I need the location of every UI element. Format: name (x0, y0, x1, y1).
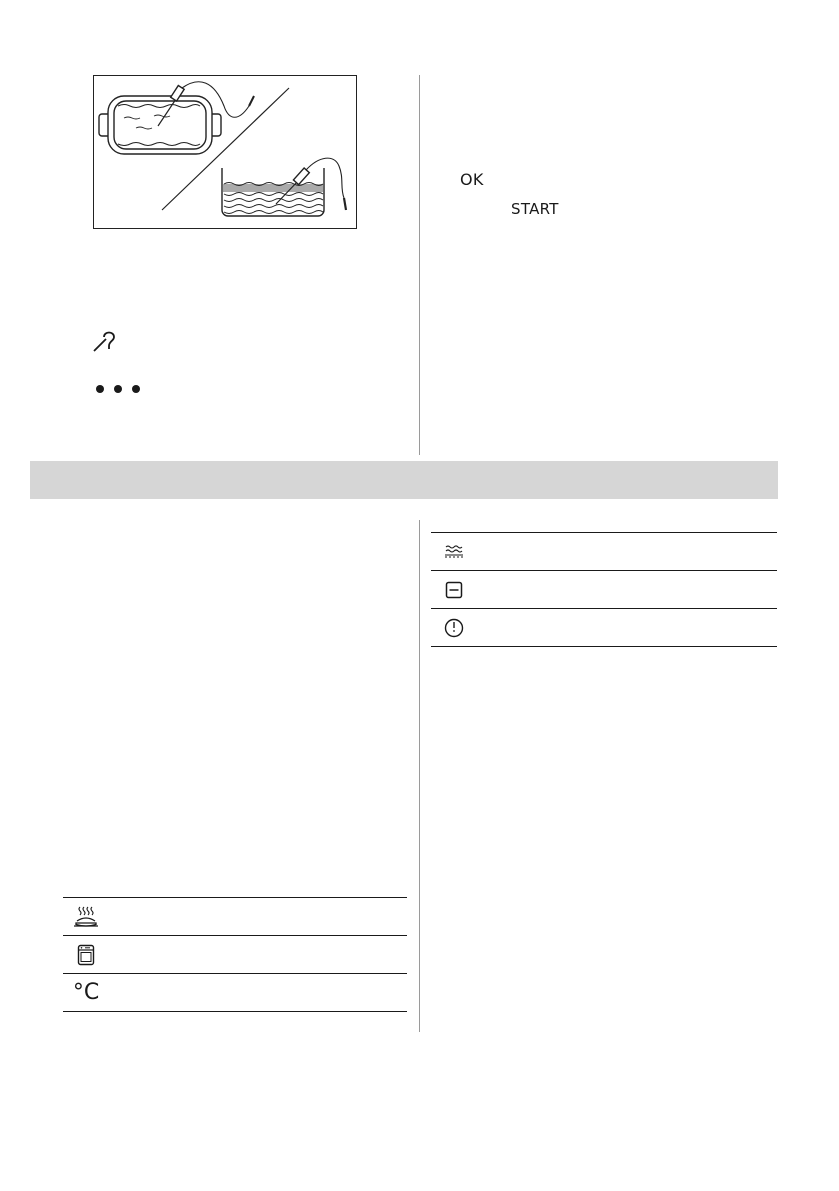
table-row (63, 898, 407, 936)
table-row (431, 533, 777, 571)
dish-with-steam-icon (63, 898, 109, 936)
clock-icon (431, 609, 477, 647)
probe-in-meat-dish-icon (94, 76, 356, 228)
column-divider (419, 75, 420, 455)
wavy-lines-icon (431, 533, 477, 571)
section-heading-band (30, 461, 778, 499)
ok-button-label: OK (460, 170, 484, 189)
oven-icon (63, 936, 109, 974)
table-row (431, 609, 777, 647)
column-divider-lower (419, 520, 420, 1032)
right-symbol-table (431, 532, 777, 647)
start-button-label: START (511, 200, 559, 218)
table-row (431, 571, 777, 609)
probe-usage-illustration (93, 75, 357, 229)
table-row (63, 936, 407, 974)
square-minus-icon (431, 571, 477, 609)
degree-celsius-icon (63, 974, 109, 1012)
degree-celsius-symbol: °C (72, 979, 100, 1005)
core-temperature-probe-icon (92, 331, 118, 357)
table-row (63, 974, 407, 1012)
left-symbol-table (63, 897, 407, 1012)
three-dots-icon (94, 380, 144, 399)
